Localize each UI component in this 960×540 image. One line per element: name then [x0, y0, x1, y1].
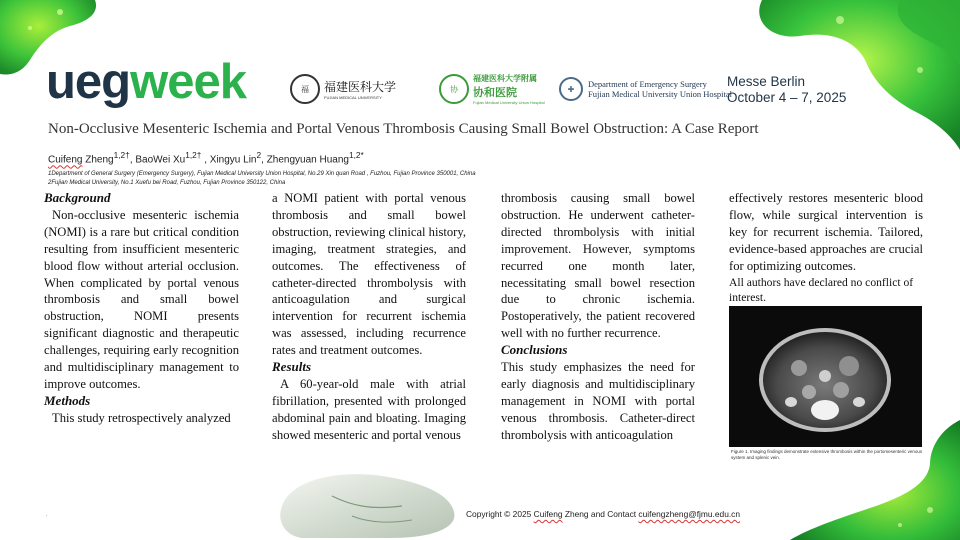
- methods-text-2: a NOMI patient with portal venous thrombosis and small bowel obstruction, reviewing clinical history, imaging, treatment strategies, and outcomes. The effectiveness of catheter-directed thrombolysis with anticoagulation and surgical intervention for recurrent ischemia was assessed, including recurrence rates and treatment outcomes.: [272, 191, 466, 358]
- conclusions-text-2: effectively restores mesenteric blood flow, while surgical intervention is key for recurrent ischemia. Tailored, evidence-based approaches are crucial for optimizing outcomes.: [729, 191, 923, 273]
- affiliation-2: 2Fujian Medical University, No.1 Xuefu bei Road, Fuzhou, Fujian Province 350122, China: [48, 180, 286, 186]
- department-seal-icon: ✚: [559, 77, 583, 101]
- fjmu-name: 福建医科大学: [324, 80, 397, 94]
- event-info: [727, 74, 846, 106]
- ct-scan-image: [729, 306, 922, 447]
- background-heading: Background: [44, 190, 111, 205]
- poster-title: Non-Occlusive Mesenteric Ischemia and Portal Venous Thrombosis Causing Small Bowel Obstruction: A Case Report: [48, 121, 759, 137]
- ueg-week-logo: uegweek: [46, 55, 246, 109]
- copyright-notice: Copyright © 2025 Cuifeng Zheng and Contact cuifengzheng@fjmu.edu.cn: [466, 509, 741, 519]
- affiliation-1: 1Department of General Surgery (Emergency Surgery), Fujian Medical University Union Hospital, No.29 Xin quan Road , Fuzhou, Fujian Province 350001, China: [48, 171, 476, 177]
- liver-illustration: [272, 466, 462, 540]
- union-name-2: 协和医院: [473, 87, 517, 99]
- fjmu-seal-icon: 福: [290, 74, 320, 104]
- conclusions-heading: Conclusions: [501, 342, 568, 358]
- conflict-of-interest: All authors have declared no conflict of interest.: [729, 275, 914, 304]
- column-1: [44, 190, 239, 427]
- union-name-1: 福建医科大学附属: [473, 74, 537, 83]
- results-text-1: A 60-year-old male with atrial fibrillation, presented with prolonged abdominal pain and bloating. Imaging showed mesenteric and portal venous: [272, 376, 466, 442]
- union-hospital-seal-icon: 协: [439, 74, 469, 104]
- poster-header: [0, 0, 960, 120]
- fjmu-logo: [290, 74, 396, 104]
- union-sub: Fujian Medical University Union Hospital: [473, 100, 545, 105]
- union-hospital-logo: [439, 73, 545, 105]
- column-2: [272, 190, 466, 444]
- results-text-2: thrombosis causing small bowel obstruction. He underwent catheter-directed thrombolysis with initial improvement. However, symptoms recurred one month later, necessitating small bowel resection due to chronic ischemia. Postoperatively, the patient recovered well with no further recurrence.: [501, 191, 695, 341]
- footer-dot: .: [46, 512, 48, 518]
- results-heading: Results: [272, 359, 312, 375]
- fjmu-sub: FUJIAN MEDICAL UNIVERSITY: [324, 95, 382, 100]
- department-line-2: Fujian Medical University Union Hospital: [588, 89, 733, 99]
- figure-caption: Figure 1. Imaging findings demonstrate extensive thrombosis within the portomesenteric venous system and splenic vein.: [731, 449, 923, 460]
- author-list: Cuifeng Zheng$^{1,2\dagger}$, BaoWei $Xu^{1,2\dagger}$ , Xingyu Lin$^2$, Zhengyuan Huang$^{1,2*}$: [48, 150, 364, 166]
- conclusions-text-1: This study emphasizes the need for early diagnosis and multidisciplinary management in NOMI with portal venous thrombosis. Catheter-direct thrombolysis with anticoagulation: [501, 360, 695, 442]
- contact-email-link[interactable]: cuifengzheng@fjmu.edu.cn: [638, 509, 741, 519]
- event-venue: Messe Berlin: [727, 74, 806, 89]
- column-3: [501, 190, 695, 444]
- department-logo: [559, 77, 732, 101]
- event-dates: October 4 – 7, 2025: [727, 90, 847, 105]
- background-text: Non-occlusive mesenteric ischemia (NOMI) is a rare but critical condition resulting from insufficient mesenteric blood flow without arterial occlusion. When complicated by portal venous thrombosis and small bowel obstruction, NOMI presents significant diagnostic and therapeutic challenges, requiring early recognition and multidisciplinary management to improve outcomes.: [44, 207, 239, 391]
- column-4: [729, 190, 923, 305]
- department-line-1: Department of Emergency Surgery: [588, 78, 707, 89]
- methods-heading: Methods: [44, 392, 91, 408]
- methods-text-1: This study retrospectively analyzed: [52, 410, 231, 425]
